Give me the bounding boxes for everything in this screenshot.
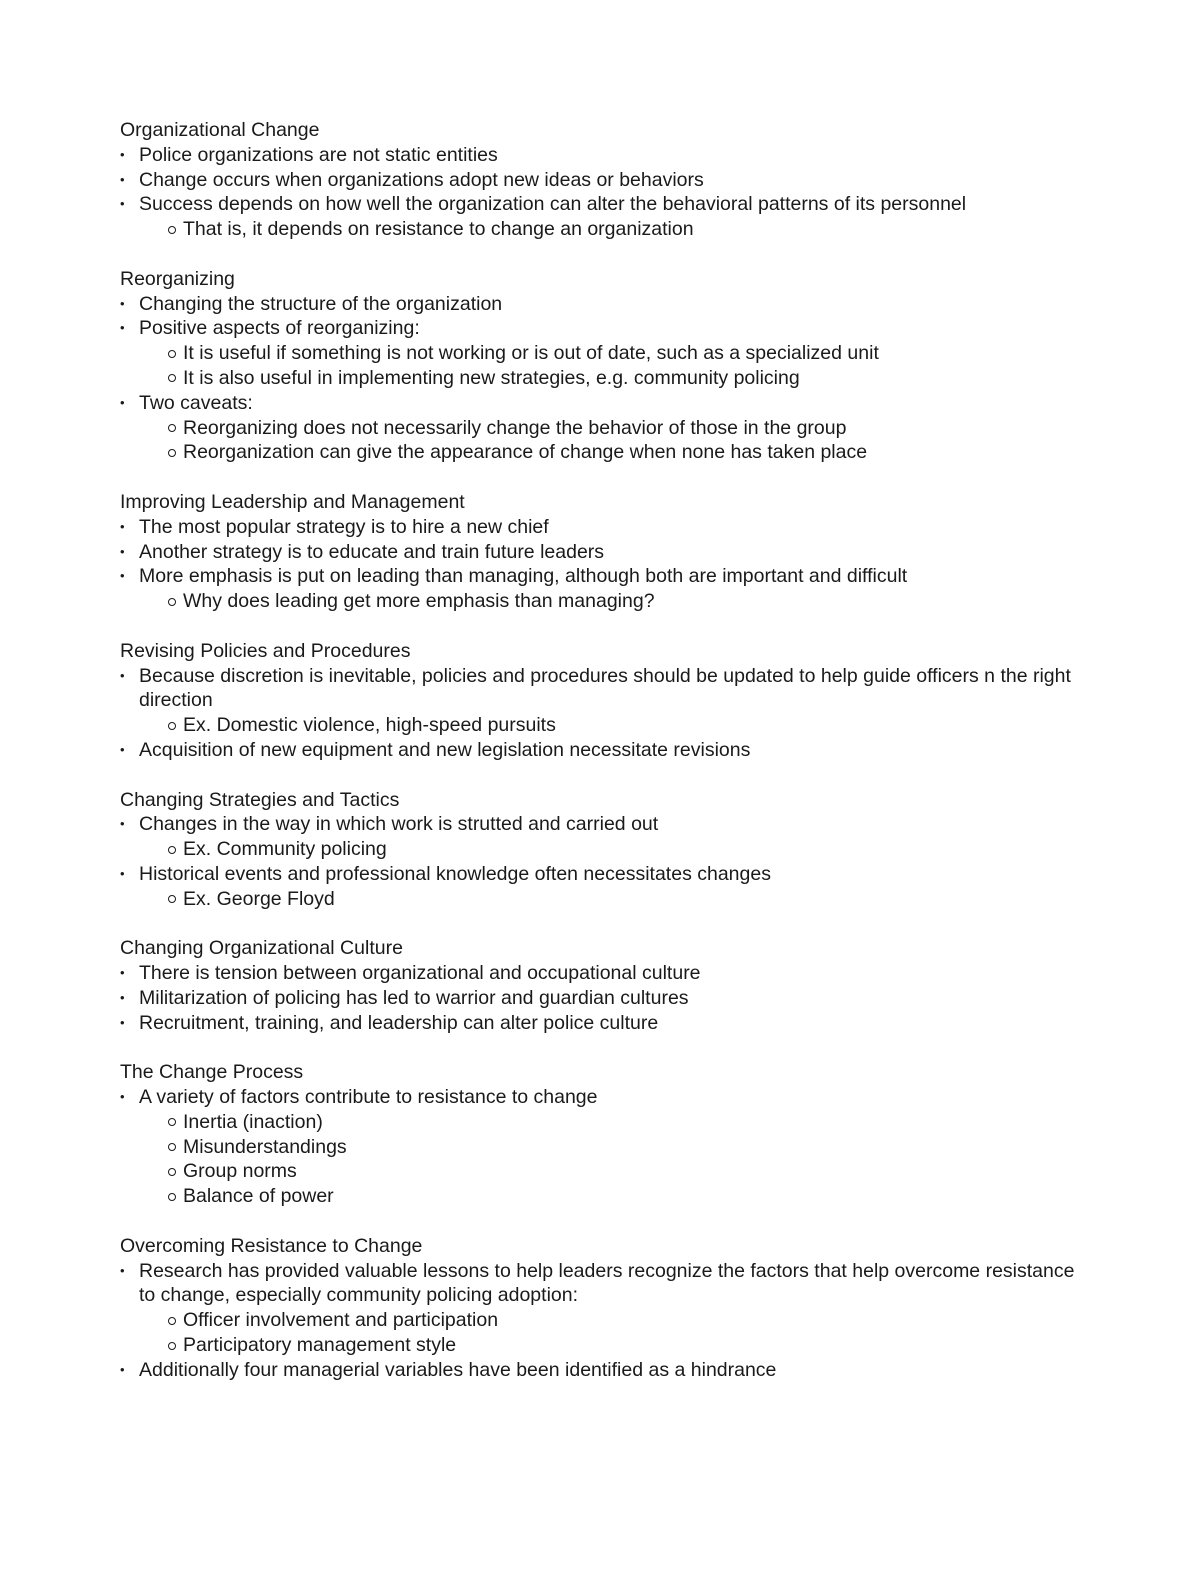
section [120,1234,1080,1383]
bullet-item: • Success depends on how well the organization can alter the behavioral patterns of its personnel [120,192,1080,217]
section-heading: Revising Policies and Procedures [120,639,411,662]
bullet-item: • Militarization of policing has led to warrior and guardian cultures [120,986,1080,1011]
sub-bullet-text: It is useful if something is not working or is out of date, such as a specialized unit [183,342,879,365]
sub-bullet-item [120,837,1080,862]
bullet-item: • Acquisition of new equipment and new legislation necessitate revisions [120,738,1080,763]
bullet-item: • Recruitment, training, and leadership can alter police culture [120,1011,1080,1036]
bullet-item: • Changing the structure of the organization [120,292,1080,317]
sub-bullet-item [120,341,1080,366]
section-heading: Overcoming Resistance to Change [120,1234,423,1257]
sub-bullet-text: Group norms [183,1160,297,1183]
section [120,490,1080,614]
bullet-item: • Positive aspects of reorganizing: [120,316,1080,341]
sub-bullet-text: Inertia (inaction) [183,1110,323,1133]
bullet-item: • There is tension between organizational and occupational culture [120,961,1080,986]
bullet-item: • Another strategy is to educate and train future leaders [120,540,1080,565]
sub-bullet-text: Reorganizing does not necessarily change the behavior of those in the group [183,416,847,439]
hollow-circle-bullet-icon [168,895,176,903]
section-heading: Organizational Change [120,119,320,141]
sub-bullet-text: It is also useful in implementing new strategies, e.g. community policing [183,366,800,389]
hollow-circle-bullet-icon [168,1193,176,1201]
hollow-circle-bullet-icon [168,226,176,234]
bullet-item: • Police organizations are not static entities [120,143,1080,168]
sub-bullet-item [120,1333,1080,1358]
section-heading: The Change Process [120,1061,304,1084]
sub-bullet-item [120,713,1080,738]
sub-bullet-item [120,1184,1080,1209]
sub-bullet-item [120,440,1080,465]
sub-bullet-text: That is, it depends on resistance to change an organization [183,218,694,241]
bullet-item: • Change occurs when organizations adopt new ideas or behaviors [120,168,1080,193]
bullet-item: • Additionally four managerial variables have been identified as a hindrance [120,1358,1080,1383]
hollow-circle-bullet-icon [168,374,176,382]
sub-bullet-item [120,1110,1080,1135]
sub-bullet-item [120,416,1080,441]
sub-bullet-item [120,366,1080,391]
hollow-circle-bullet-icon [168,1342,176,1350]
bullet-item: • A variety of factors contribute to resistance to change [120,1085,1080,1110]
document-body [120,118,1080,1407]
bullet-item: • Research has provided valuable lessons to help leaders recognize the factors that help overcome resistance to change, especially community policing adoption: [120,1259,1080,1309]
sub-bullet-text: Ex. George Floyd [183,887,335,910]
section-heading: Changing Organizational Culture [120,937,403,960]
section [120,788,1080,912]
sub-bullet-text: Ex. Domestic violence, high-speed pursuits [183,714,556,737]
section [120,936,1080,1035]
hollow-circle-bullet-icon [168,722,176,730]
section-heading: Reorganizing [120,267,235,290]
bullet-item: • Historical events and professional knowledge often necessitates changes [120,862,1080,887]
hollow-circle-bullet-icon [168,1143,176,1151]
hollow-circle-bullet-icon [168,350,176,358]
section-heading: Changing Strategies and Tactics [120,788,400,811]
sub-bullet-text: Misunderstandings [183,1135,347,1158]
section [120,118,1080,242]
section [120,639,1080,763]
sub-bullet-text: Ex. Community policing [183,838,387,861]
bullet-item: • More emphasis is put on leading than managing, although both are important and difficult [120,564,1080,589]
sub-bullet-text: Balance of power [183,1185,334,1208]
sub-bullet-item [120,217,1080,242]
hollow-circle-bullet-icon [168,449,176,457]
section [120,267,1080,465]
sub-bullet-text: Officer involvement and participation [183,1309,499,1332]
hollow-circle-bullet-icon [168,598,176,606]
sub-bullet-text: Reorganization can give the appearance of change when none has taken place [183,441,868,464]
sub-bullet-item [120,887,1080,912]
sub-bullet-text: Participatory management style [183,1334,457,1357]
section-heading: Improving Leadership and Management [120,490,465,513]
sub-bullet-text: Why does leading get more emphasis than managing? [183,590,655,613]
bullet-item: • Because discretion is inevitable, policies and procedures should be updated to help guide officers n the right direction [120,664,1080,714]
sub-bullet-item [120,1308,1080,1333]
hollow-circle-bullet-icon [168,846,176,854]
sub-bullet-item [120,1159,1080,1184]
hollow-circle-bullet-icon [168,424,176,432]
sub-bullet-item [120,1135,1080,1160]
section [120,1060,1080,1209]
bullet-item: • The most popular strategy is to hire a new chief [120,515,1080,540]
hollow-circle-bullet-icon [168,1317,176,1325]
hollow-circle-bullet-icon [168,1118,176,1126]
bullet-item: • Changes in the way in which work is strutted and carried out [120,812,1080,837]
bullet-item: • Two caveats: [120,391,1080,416]
sub-bullet-item [120,589,1080,614]
hollow-circle-bullet-icon [168,1168,176,1176]
